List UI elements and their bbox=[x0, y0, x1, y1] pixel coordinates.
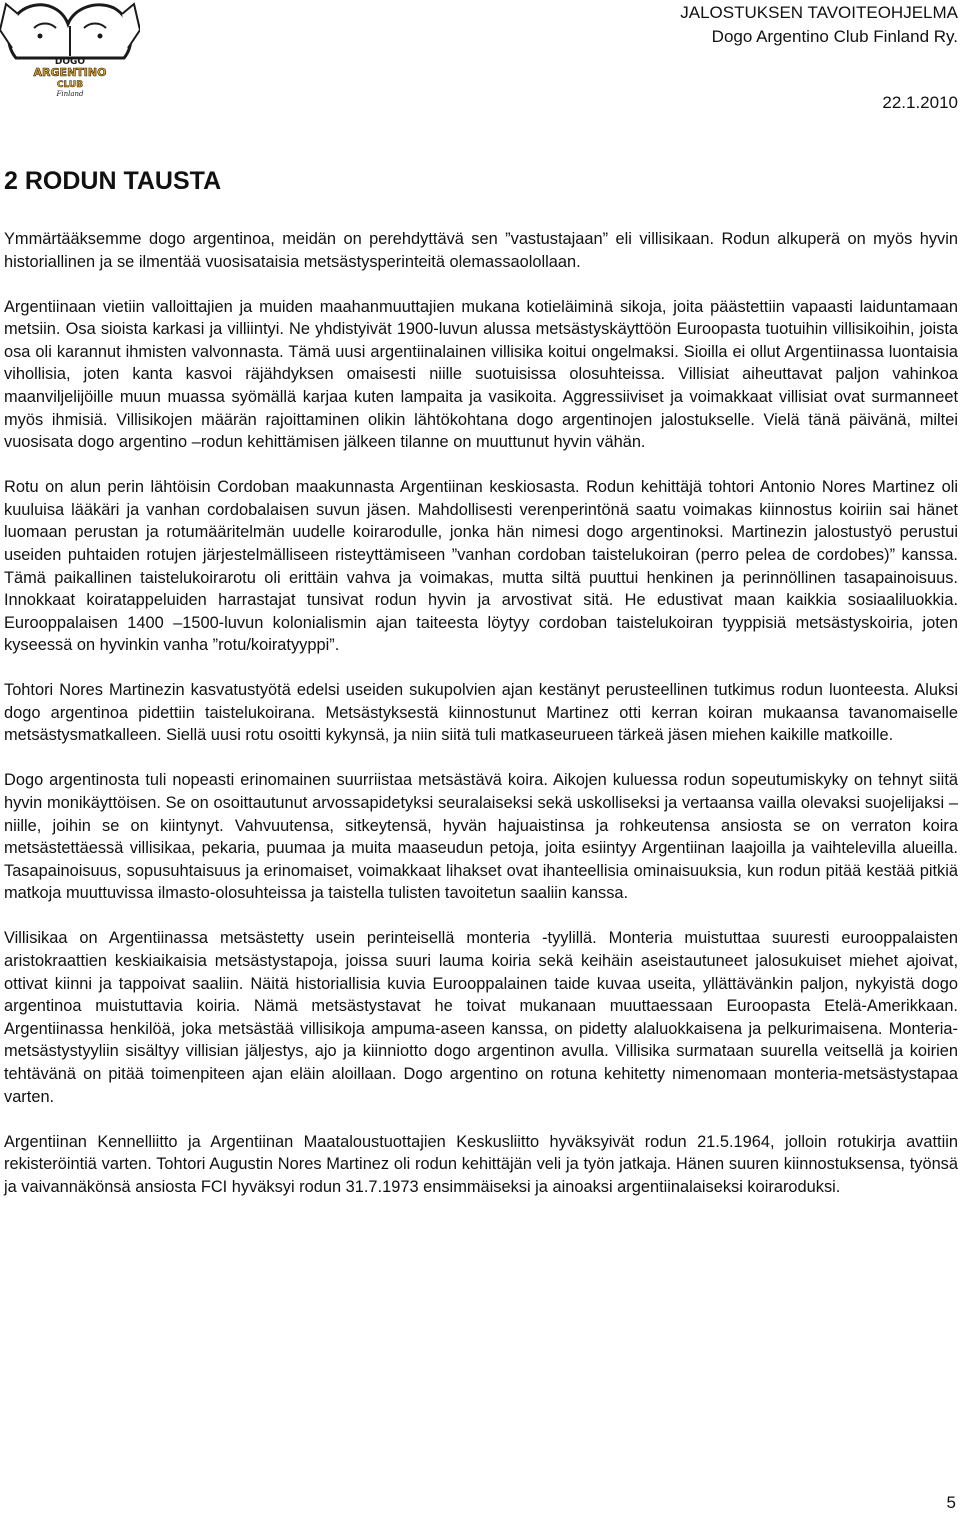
logo-text-dogo: DOGO bbox=[54, 57, 86, 67]
dog-heads-logo-icon bbox=[0, 0, 140, 98]
body-text bbox=[4, 228, 958, 1221]
club-logo bbox=[0, 0, 140, 98]
document-date: 22.1.2010 bbox=[882, 93, 958, 112]
logo-text-club: CLUB bbox=[56, 80, 84, 90]
paragraph-4: Tohtori Nores Martinezin kasvatustyötä edelsi useiden sukupolvien ajan kestänyt perusteellinen tutkimus rodun luonteesta. Aluksi dogo argentinoa pidettiin taistelukoirana. Metsästyksestä kiinnostunut Martinez otti kerran koiran mukaansa tavanomaiselle metsästysmatkalleen. Siellä uusi rotu osoitti kykynsä, ja niin siitä tuli matkaseurueen tärkeä jäsen miehen kaikille matkoille. bbox=[4, 681, 958, 745]
club-name: Dogo Argentino Club Finland Ry. bbox=[711, 27, 958, 46]
paragraph-6: Villisikaa on Argentiinassa metsästetty usein perinteisellä monteria -tyylillä. Monteria muistuttaa suuresti eurooppalaisten aristokraattien keskiaikaisia metsästystapoja, joissa suuri lauma koiria sekä keihäin aseistautuneet jalosukuiset miehet ajoivat, ottivat kiinni ja tappoivat saaliin. Näitä historiallisia kuvia Eurooppalainen taide kuvaa useita, yllättävänkin paljon, nykyistä dogo argentinoa muistuttavia koiria. Nämä metsästystavat he toivat mukanaan muuttaessaan Euroopasta Etelä-Amerikkaan. Argentiinassa henkilöä, joka metsästää villisikoja ampuma-aseen kanssa, on pidetty alaluokkaisena ja pelkurimaisena. Monteria-metsästystyyliin sisältyy villisian jäljestys, ajo ja kiinniotto dogo argentinon avulla. Villisika surmataan suurella veitsellä ja koirien tehtävänä on pitää toimenpiteen ajan eläin aloillaan. Dogo argentino on rotuna kehitetty nimenomaan monteria-metsästystapaa varten. bbox=[4, 929, 958, 1106]
paragraph-5: Dogo argentinosta tuli nopeasti erinomainen suurriistaa metsästävä koira. Aikojen kuluessa rodun sopeutumiskyky on tehnyt siitä hyvin monikäyttöisen. Se on osoittautunut arvossapidetyksi seuralaiseksi sekä uskolliseksi ja vertaansa vailla olevaksi suojelijaksi – niille, joihin se on kiintynyt. Vahvuutensa, sitkeytensä, hyvän hajuaistinsa ja rohkeutensa ansiosta se on verraton koira metsästettäessä villisikaa, pekaria, puumaa ja muita maaseudun petoja, joita esiintyy Argentiinan laajoilla ja vaihtelevilla alueilla. Tasapainoisuus, sopusuhtaisuus ja erinomaiset, voimakkaat lihakset ovat ihanteellisia ominaisuuksia, kun rodun pitää kestää pitkiä matkoja muuttuvissa ilmasto-olosuhteissa ja taistella tulisten tavoitetun saaliin kanssa. bbox=[4, 771, 958, 903]
paragraph-3: Rotu on alun perin lähtöisin Cordoban maakunnasta Argentiinan keskiosasta. Rodun kehittäjä tohtori Antonio Nores Martinez oli kuuluisa lääkäri ja vanhan cordobalaisen suvun jäsen. Mahdollisesti verenperintönä saatu voimakas kiinnostus koiriin sai hänet luomaan perustan ja rotumääritelmän uudelle koirarodulle, jonka hän nimesi dogo argentinoksi. Martinezin jalostustyö perustui useiden puhtaiden rotujen järjestelmälliseen risteyttämiseen ”vanhan cordoban taistelukoiran (perro pelea de cordobes)” kanssa. Tämä paikallinen taistelukoirarotu oli erittäin vahva ja voimakas, mutta siltä puuttui henkinen ja perinnöllinen tasapainoisuus. Innokkaat koiratappeluiden harrastajat tunsivat rodun hyvin ja arvostivat sitä. He edustivat maan kaikkia sosiaaliluokkia. Eurooppalaisen 1400 –1500-luvun kolonialismin ajan taiteesta löytyy cordoban taistelukoiran tyyppisiä metsästyskoiria, joten kyseessä on hyvinkin vanha ”rotu/koiratyyppi”. bbox=[4, 478, 958, 655]
section-heading: 2 RODUN TAUSTA bbox=[4, 167, 222, 195]
document-title: JALOSTUKSEN TAVOITEOHJELMA bbox=[680, 3, 958, 22]
paragraph-1: Ymmärtääksemme dogo argentinoa, meidän on perehdyttävä sen ”vastustajaan” eli villisikaan. Rodun alkuperä on myös hyvin historiallinen ja se ilmentää vuosisataisia metsästysperinteitä olemassaolollaan. bbox=[4, 230, 958, 271]
logo-text-finland: Finland bbox=[56, 90, 84, 98]
page-number: 5 bbox=[946, 1493, 956, 1512]
paragraph-7: Argentiinan Kennelliitto ja Argentiinan Maataloustuottajien Keskusliitto hyväksyivät rodun 21.5.1964, jolloin rotukirja avattiin rekisteröintiä varten. Tohtori Augustin Nores Martinez oli rodun kehittäjän veli ja työn jatkaja. Hänen suuren kiinnostuksensa, työnsä ja vaivannäkönsä ansiosta FCI hyväksyi rodun 31.7.1973 ensimmäiseksi ja ainoaksi argentiinalaiseksi koiraroduksi. bbox=[4, 1132, 958, 1196]
logo-text-argentino: ARGENTINO bbox=[33, 66, 107, 79]
paragraph-2: Argentiinaan vietiin valloittajien ja muiden maahanmuuttajien mukana kotieläiminä sikoja, joita päästettiin vapaasti laiduntamaan metsiin. Osa sioista karkasi ja villiintyi. Ne yhdistyivät 1900-luvun alussa metsästyskäyttöön Euroopasta tuotuihin villisikoihin, joista osa oli karannut ihmisten valvonnasta. Tämä uusi argentiinalainen villisika koitui ongelmaksi. Sioilla ei ollut Argentiinassa luontaisia vihollisia, joten kanta kasvoi räjähdyksen omaisesti niille suotuisissa olosuhteissa. Villisiat aiheuttavat paljon vahinkoa maanviljelijöille muun muassa syömällä karjaa kuten lampaita ja vasikoita. Aggressiiviset ja voimakkaat villisiat ovat surmanneet myös ihmisiä. Villisikojen määrän rajoittaminen olikin lähtökohtana dogo argentinojen jalostukselle. Vielä tänä päivänä, miltei vuosisata dogo argentino –rodun kehittämisen jälkeen tilanne on muuttunut hyvin vähän. bbox=[4, 297, 958, 452]
